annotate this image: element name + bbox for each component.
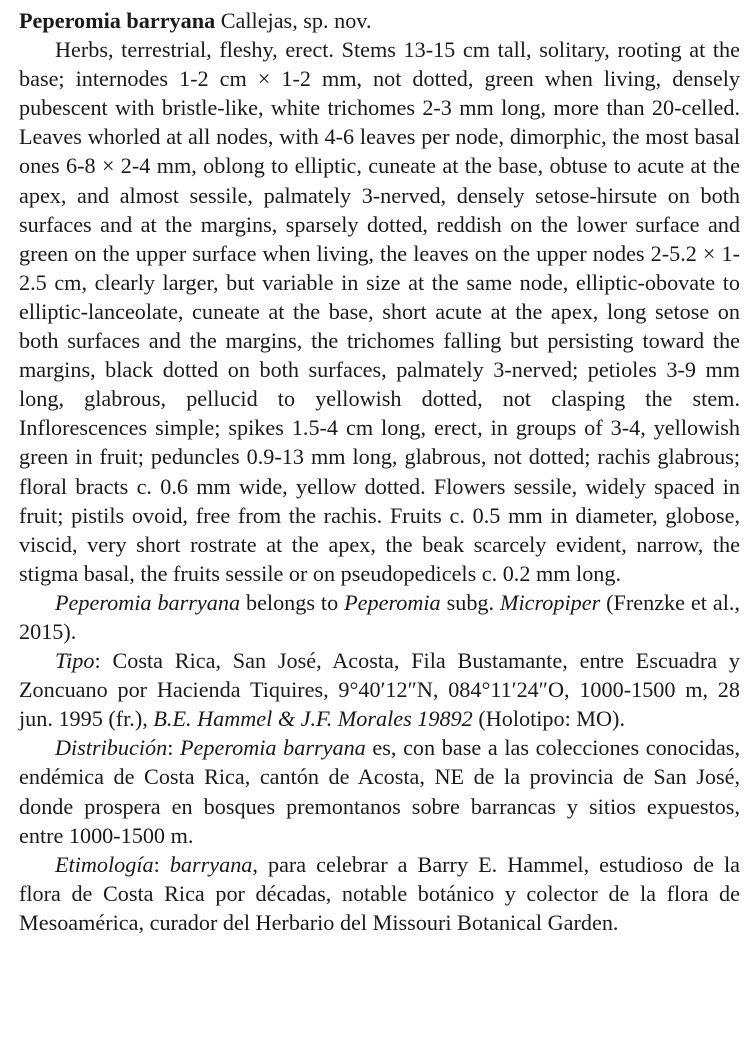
- species-name: Peperomia barryana: [19, 8, 216, 33]
- tipo-paragraph: [19, 646, 740, 733]
- distribucion-paragraph: Distribución: Peperomia barryana es, con base a las colecciones conocidas, endémica de Costa Rica, cantón de Acosta, NE de la provincia de San José, donde prospera en bosques premontanos sobre barrancas y sitios expuestos, entre 1000-1500 m.: [19, 735, 740, 848]
- species-name-italic: Peperomia barryana: [55, 589, 241, 615]
- subgenus-name: Micropiper: [499, 589, 601, 615]
- distribucion-label: Distribución: [55, 735, 168, 761]
- etimologia-paragraph: Etimología: barryana, para celebrar a Barry E. Hammel, estudioso de la flora de Costa Rica por décadas, notable botánico y colector de la flora de Mesoamérica, curador del Herbario del Missouri Botanical Garden.: [19, 851, 740, 935]
- species-heading: [19, 6, 740, 35]
- tipo-holotype: (Holotipo: MO).: [472, 706, 625, 732]
- etimologia-text: , para celebrar a Barry E. Hammel, estudioso de la flora de Costa Rica por décadas, notable botánico y colector de la flora de Mesoamérica, curador del Herbario del Missouri Botanical Garden.: [19, 851, 740, 935]
- species-authority: Callejas, sp. nov.: [215, 8, 372, 33]
- genus-name: Peperomia: [344, 589, 441, 615]
- tipo-collectors: B.E. Hammel & J.F. Morales 19892: [153, 706, 473, 732]
- etimologia-label: Etimología: [55, 851, 154, 877]
- tipo-label: Tipo: [55, 648, 95, 674]
- tipo-text: : Costa Rica, San José, Acosta, Fila Bustamante, entre Escuadra y Zoncuano por Hacienda Tiquires, 9°40′12″N, 084°11′24″O, 1000-1500 m, 28 jun. 1995 (fr.),: [19, 648, 740, 732]
- distribucion-species: Peperomia barryana: [180, 735, 366, 761]
- distribucion-text: es, con base a las colecciones conocidas, endémica de Costa Rica, cantón de Acosta, NE de la provincia de San José, donde prospera en bosques premontanos sobre barrancas y sitios expuestos, entre 1000-1500 m.: [19, 735, 740, 848]
- subgenus-paragraph: Peperomia barryana belongs to Peperomia subg. Micropiper (Frenzke et al., 2015).: [19, 589, 740, 644]
- etimologia-epithet: barryana: [169, 851, 253, 877]
- description-paragraph: Herbs, terrestrial, fleshy, erect. Stems 13-15 cm tall, solitary, rooting at the base; internodes 1-2 cm × 1-2 mm, not dotted, green when living, densely pubescent with bristle-like, white trichomes 2-3 mm long, more than 20-celled. Leaves whorled at all nodes, with 4-6 leaves per node, dimorphic, the most basal ones 6-8 × 2-4 mm, oblong to elliptic, cuneate at the base, obtuse to acute at the apex, and almost sessile, palmately 3-nerved, densely setose-hirsute on both surfaces and at the margins, sparsely dotted, reddish on the lower surface and green on the upper surface when living, the leaves on the upper nodes 2-5.2 × 1-2.5 cm, clearly larger, but variable in size at the same node, elliptic-obovate to elliptic-lanceolate, cuneate at the base, short acute at the apex, long setose on both surfaces and the margins, the trichomes falling but persisting toward the margins, black dotted on both surfaces, palmately 3-nerved; petioles 3-9 mm long, glabrous, pellucid to yellowish dotted, not clasping the stem. Inflorescences simple; spikes 1.5-4 cm long, erect, in groups of 3-4, yellowish green in fruit; peduncles 0.9-13 mm long, glabrous, not dotted; rachis glabrous; floral bracts c. 0.6 mm wide, yellow dotted. Flowers sessile, widely spaced in fruit; pistils ovoid, free from the rachis. Fruits c. 0.5 mm in diameter, globose, viscid, very short rostrate at the apex, the beak scarcely evident, narrow, the stigma basal, the fruits sessile or on pseudopedicels c. 0.2 mm long.: [19, 37, 740, 586]
